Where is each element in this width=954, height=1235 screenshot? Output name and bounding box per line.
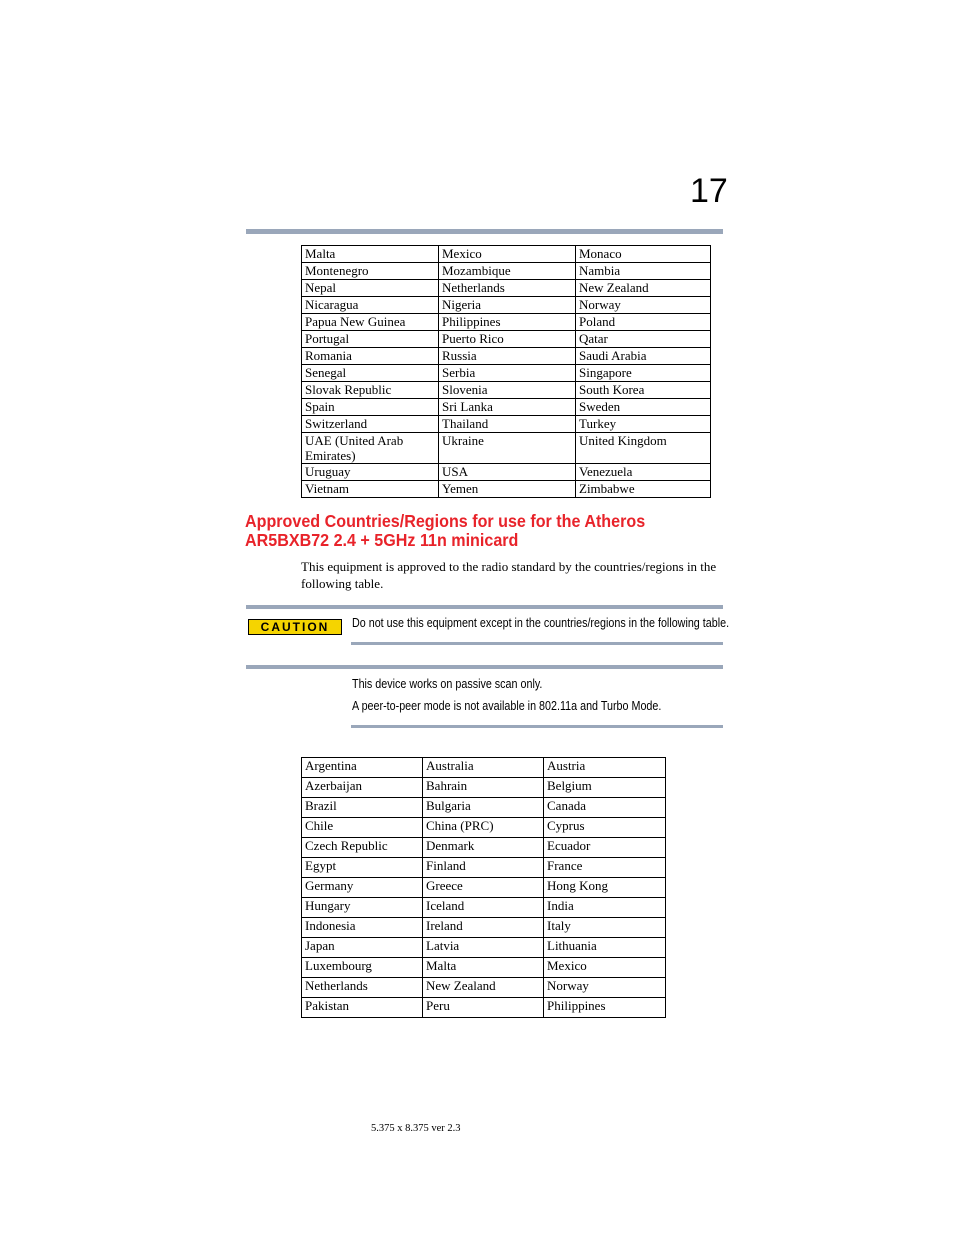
table-cell: Mozambique bbox=[439, 263, 576, 280]
table-cell: Spain bbox=[302, 399, 439, 416]
table-cell: Ecuador bbox=[544, 838, 666, 858]
table-cell: Chile bbox=[302, 818, 423, 838]
note-peer-to-peer: A peer-to-peer mode is not available in 802.11a and Turbo Mode. bbox=[352, 699, 662, 713]
table-cell: Vietnam bbox=[302, 481, 439, 498]
note-passive-scan: This device works on passive scan only. bbox=[352, 677, 543, 691]
table-cell: Nigeria bbox=[439, 297, 576, 314]
table-row bbox=[302, 818, 666, 838]
countries-table-2 bbox=[301, 757, 666, 1018]
table-cell: New Zealand bbox=[423, 978, 544, 998]
table-cell: Russia bbox=[439, 348, 576, 365]
table-cell: South Korea bbox=[576, 382, 711, 399]
table-cell: Latvia bbox=[423, 938, 544, 958]
note-bottom-rule bbox=[351, 725, 723, 728]
table-cell: Canada bbox=[544, 798, 666, 818]
caution-bottom-rule bbox=[351, 642, 723, 645]
table-cell: Netherlands bbox=[302, 978, 423, 998]
table-cell: Malta bbox=[302, 246, 439, 263]
table-row bbox=[302, 464, 711, 481]
table-cell: China (PRC) bbox=[423, 818, 544, 838]
table-cell: Brazil bbox=[302, 798, 423, 818]
caution-badge: CAUTION bbox=[248, 619, 342, 635]
table-row bbox=[302, 382, 711, 399]
table-cell: Serbia bbox=[439, 365, 576, 382]
table-row bbox=[302, 938, 666, 958]
table-cell: Puerto Rico bbox=[439, 331, 576, 348]
table-cell: Finland bbox=[423, 858, 544, 878]
table-cell: Norway bbox=[576, 297, 711, 314]
table-cell: Sri Lanka bbox=[439, 399, 576, 416]
table-cell: USA bbox=[439, 464, 576, 481]
table-cell: Japan bbox=[302, 938, 423, 958]
table-cell: Switzerland bbox=[302, 416, 439, 433]
table-row bbox=[302, 433, 711, 464]
table-row bbox=[302, 778, 666, 798]
table-cell: Iceland bbox=[423, 898, 544, 918]
table-cell: Bulgaria bbox=[423, 798, 544, 818]
table-row bbox=[302, 958, 666, 978]
table-cell: Singapore bbox=[576, 365, 711, 382]
table-cell: Poland bbox=[576, 314, 711, 331]
table-cell: Mexico bbox=[544, 958, 666, 978]
table-row bbox=[302, 399, 711, 416]
table-row bbox=[302, 918, 666, 938]
table-cell: Nepal bbox=[302, 280, 439, 297]
table-cell: Sweden bbox=[576, 399, 711, 416]
section-heading: Approved Countries/Regions for use for the Atheros AR5BXB72 2.4 + 5GHz 11n minicard bbox=[245, 511, 646, 550]
table-cell: Monaco bbox=[576, 246, 711, 263]
table-cell: Turkey bbox=[576, 416, 711, 433]
table-cell: Qatar bbox=[576, 331, 711, 348]
table-row bbox=[302, 365, 711, 382]
intro-paragraph: This equipment is approved to the radio standard by the countries/regions in the following table. bbox=[301, 559, 717, 591]
table-cell: Azerbaijan bbox=[302, 778, 423, 798]
table-cell: France bbox=[544, 858, 666, 878]
table-cell: New Zealand bbox=[576, 280, 711, 297]
table-row bbox=[302, 978, 666, 998]
table-cell: Nicaragua bbox=[302, 297, 439, 314]
table-cell: Pakistan bbox=[302, 998, 423, 1018]
table-row bbox=[302, 348, 711, 365]
table-cell: Belgium bbox=[544, 778, 666, 798]
table-row bbox=[302, 314, 711, 331]
table-row bbox=[302, 898, 666, 918]
table-cell: Bahrain bbox=[423, 778, 544, 798]
table-cell: Saudi Arabia bbox=[576, 348, 711, 365]
table-cell: Peru bbox=[423, 998, 544, 1018]
table-cell: Luxembourg bbox=[302, 958, 423, 978]
table-cell: Yemen bbox=[439, 481, 576, 498]
footer-version: 5.375 x 8.375 ver 2.3 bbox=[371, 1123, 461, 1134]
table-row bbox=[302, 280, 711, 297]
table-cell: Thailand bbox=[439, 416, 576, 433]
caution-text: Do not use this equipment except in the countries/regions in the following table. bbox=[352, 616, 730, 630]
page-number: 17 bbox=[690, 172, 728, 210]
table-cell: Nambia bbox=[576, 263, 711, 280]
table-cell: Germany bbox=[302, 878, 423, 898]
table-row bbox=[302, 798, 666, 818]
table-cell: Cyprus bbox=[544, 818, 666, 838]
table-cell: Mexico bbox=[439, 246, 576, 263]
table-cell: Australia bbox=[423, 758, 544, 778]
table-cell: Malta bbox=[423, 958, 544, 978]
table-cell: Greece bbox=[423, 878, 544, 898]
table-cell: Romania bbox=[302, 348, 439, 365]
table-row bbox=[302, 758, 666, 778]
table-cell: Portugal bbox=[302, 331, 439, 348]
table-row bbox=[302, 246, 711, 263]
table-cell: Ukraine bbox=[439, 433, 576, 464]
table-cell: Zimbabwe bbox=[576, 481, 711, 498]
table-row bbox=[302, 858, 666, 878]
table-cell: Italy bbox=[544, 918, 666, 938]
table-cell: Uruguay bbox=[302, 464, 439, 481]
table-cell: Hungary bbox=[302, 898, 423, 918]
table-cell: United Kingdom bbox=[576, 433, 711, 464]
table-row bbox=[302, 838, 666, 858]
table-cell: Slovak Republic bbox=[302, 382, 439, 399]
table-cell: Slovenia bbox=[439, 382, 576, 399]
table-row bbox=[302, 416, 711, 433]
header-rule bbox=[246, 229, 723, 234]
countries-table-1 bbox=[301, 245, 711, 498]
table-row bbox=[302, 481, 711, 498]
table-cell: Ireland bbox=[423, 918, 544, 938]
table-cell: Denmark bbox=[423, 838, 544, 858]
table-row bbox=[302, 878, 666, 898]
table-cell: India bbox=[544, 898, 666, 918]
table-cell: Indonesia bbox=[302, 918, 423, 938]
caution-top-rule bbox=[246, 605, 723, 609]
note-top-rule bbox=[246, 665, 723, 669]
table-cell: Hong Kong bbox=[544, 878, 666, 898]
table-cell: Philippines bbox=[439, 314, 576, 331]
table-row bbox=[302, 263, 711, 280]
table-cell: Norway bbox=[544, 978, 666, 998]
table-cell: UAE (United Arab Emirates) bbox=[302, 433, 439, 464]
table-cell: Philippines bbox=[544, 998, 666, 1018]
table-cell: Montenegro bbox=[302, 263, 439, 280]
table-row bbox=[302, 331, 711, 348]
table-cell: Egypt bbox=[302, 858, 423, 878]
table-cell: Venezuela bbox=[576, 464, 711, 481]
table-cell: Senegal bbox=[302, 365, 439, 382]
table-row bbox=[302, 998, 666, 1018]
table-row bbox=[302, 297, 711, 314]
table-cell: Austria bbox=[544, 758, 666, 778]
table-cell: Argentina bbox=[302, 758, 423, 778]
table-cell: Czech Republic bbox=[302, 838, 423, 858]
table-cell: Lithuania bbox=[544, 938, 666, 958]
table-cell: Netherlands bbox=[439, 280, 576, 297]
table-cell: Papua New Guinea bbox=[302, 314, 439, 331]
